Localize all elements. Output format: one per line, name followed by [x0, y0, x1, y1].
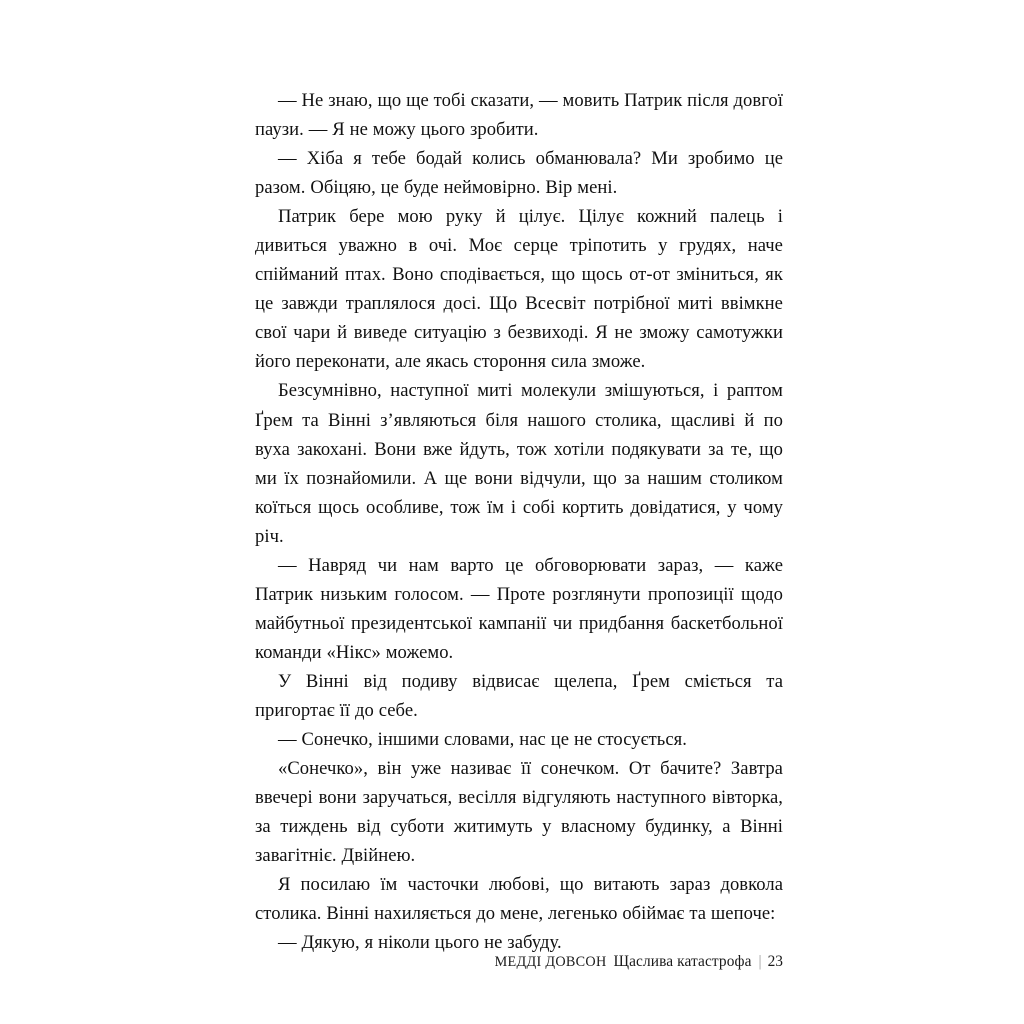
footer-book-title: Щаслива катастрофа [613, 953, 752, 970]
paragraph: Я посилаю їм часточки любові, що витають зараз довкола столика. Вінні нахиляється до мене, легенько обіймає та шепоче: [255, 874, 783, 925]
paragraph: — Дякую, я ніколи цього не забуду. [278, 932, 562, 954]
paragraph: — Хіба я тебе бодай колись обманювала? Ми зробимо це разом. Обіцяю, це буде неймовірно. Вір мені. [255, 148, 783, 199]
paragraph: Безсумнівно, наступної миті молекули змішуються, і раптом Ґрем та Вінні з’являються біля нашого столика, щасливі й по вуха закохані. Вони вже йдуть, тож хотіли подякувати за те, що ми їх познайомили. А ще вони відчули, що за нашим столиком коїться щось особливе, тож їм і собі кортить довідатися, у чому річ. [255, 380, 783, 547]
footer-separator: | [758, 953, 762, 970]
paragraph: — Не знаю, що ще тобі сказати, — мовить Патрик після довгої паузи. — Я не можу цього зробити. [255, 90, 783, 141]
paragraph: — Сонечко, іншими словами, нас це не стосується. [278, 729, 687, 751]
paragraph: У Вінні від подиву відвисає щелепа, Ґрем сміється та пригортає її до себе. [255, 670, 783, 721]
footer-author: МЕДДІ ДОВСОН [494, 954, 607, 970]
footer-page-number: 23 [767, 953, 783, 970]
running-footer [255, 952, 783, 972]
paragraph: Патрик бере мою руку й цілує. Цілує кожний палець і дивиться уважно в очі. Моє серце тріпотить у грудях, наче спійманий птах. Воно сподівається, що щось от-от зміниться, як це завжди траплялося досі. Що Всесвіт потрібної миті ввімкне свої чари й виведе ситуацію з безвиході. Я не зможу самотужки його переконати, але якась стороння сила зможе. [255, 206, 783, 373]
paragraph: — Навряд чи нам варто це обговорювати зараз, — каже Патрик низьким голосом. — Проте розглянути пропозиції щодо майбутньої президентської кампанії чи придбання баскетбольної команди «Нікс» можемо. [255, 554, 783, 663]
paragraph: «Сонечко», він уже називає її сонечком. От бачите? Завтра ввечері вони заручаться, весілля відгуляють наступного вівторка, за тиждень від суботи житимуть у власному будинку, а Вінні завагітніє. Двійнею. [255, 758, 783, 867]
page-text-block [255, 86, 783, 957]
